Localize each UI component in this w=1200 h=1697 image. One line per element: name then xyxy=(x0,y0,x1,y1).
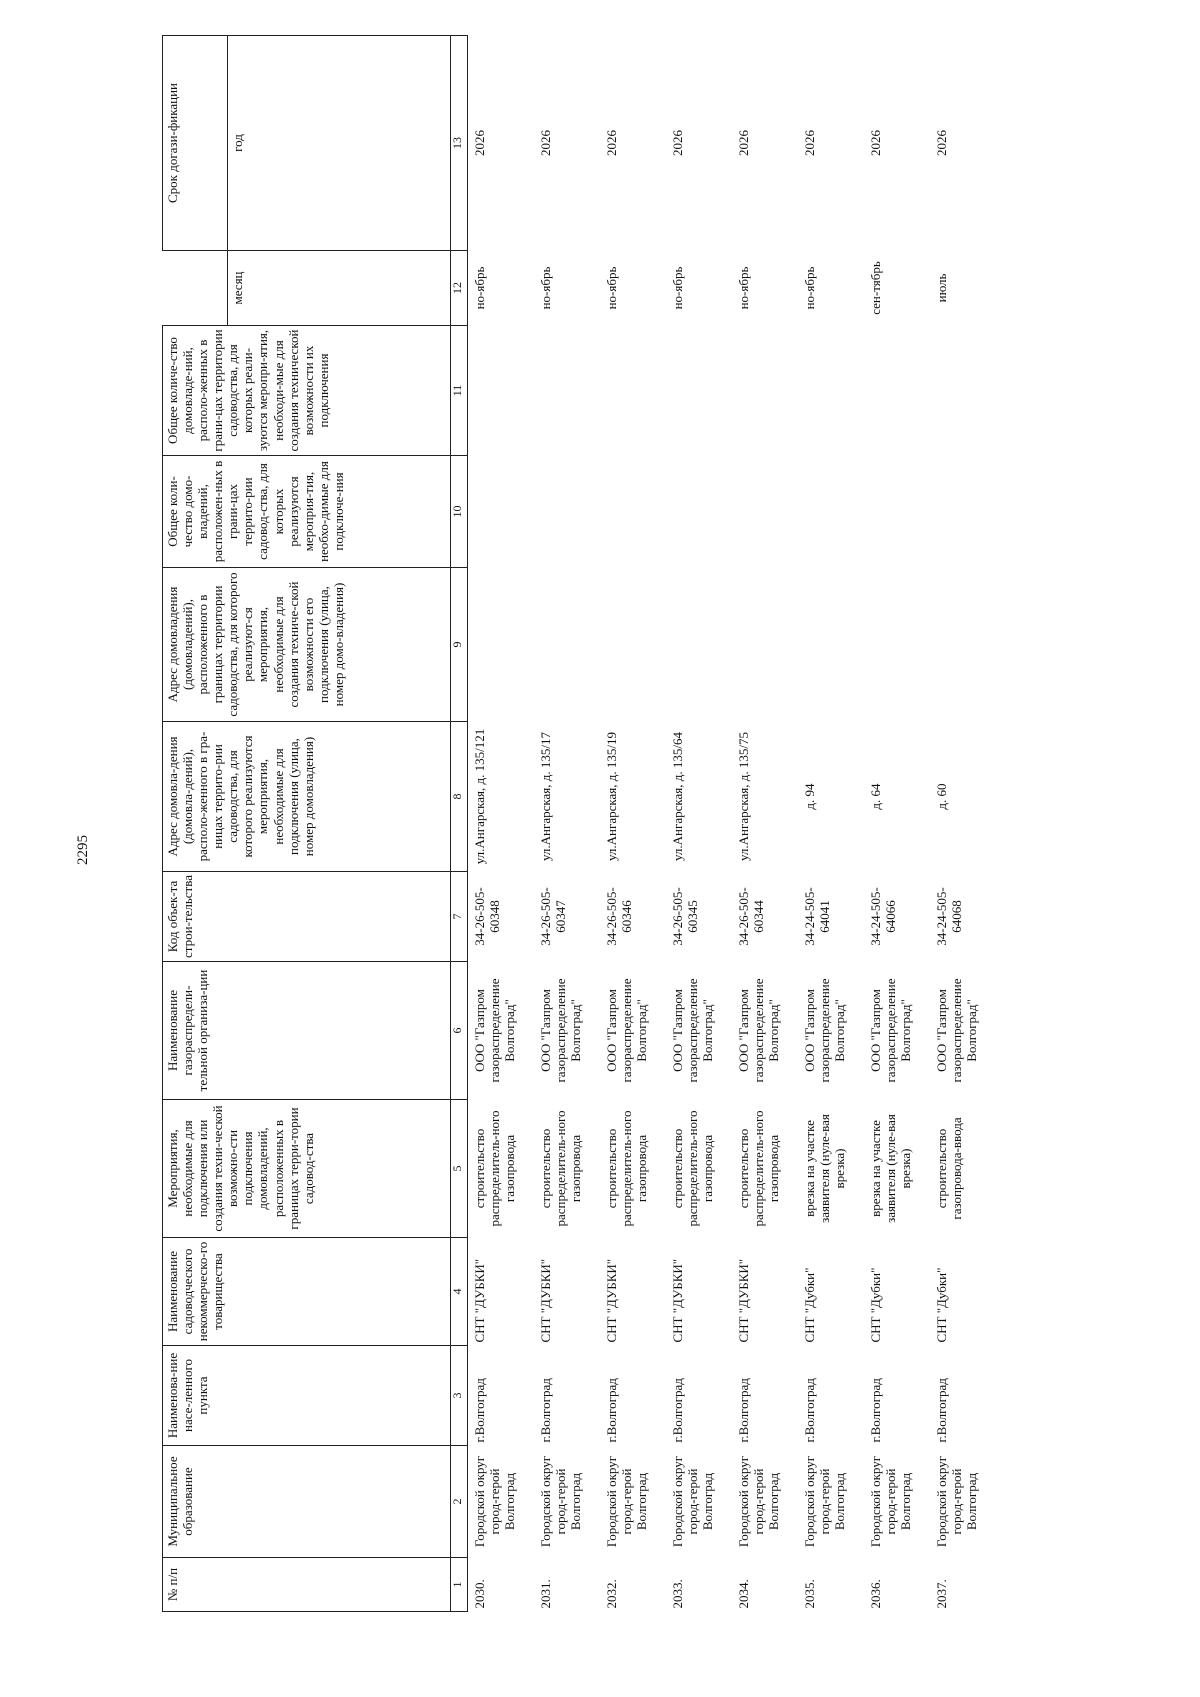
row-measure: строительство распределитель-ного газопровода xyxy=(471,1110,517,1227)
header-count-capability: Общее количе-ство домовладе-ний, располо-женных в грани-цах территории садоводства, для которых реали-зуются меропри-ятия, необходи-мые для создания технической возможности их подключения xyxy=(163,326,451,456)
column-number: 1 xyxy=(450,1558,467,1612)
row-year: 2026 xyxy=(537,130,553,156)
row-gas-org: ООО "Газпром газораспределение Волгоград" xyxy=(603,978,649,1083)
row-settlement: г.Волгоград xyxy=(537,1378,553,1443)
row-number: 2036. xyxy=(867,1579,883,1609)
header-snt: Наименование садоводческого некоммерческо-го товарищества xyxy=(163,1238,451,1346)
row-object-code: 34-24-505-64066 xyxy=(867,887,898,946)
row-object-code: 34-26-505-60345 xyxy=(669,887,700,946)
rotated-table-stage xyxy=(162,36,1022,1612)
row-month: сен-тябрь xyxy=(867,261,883,315)
row-year: 2026 xyxy=(669,130,685,156)
row-municipality: Городской округ город-герой Волгоград xyxy=(537,1455,583,1548)
row-municipality: Городской округ город-герой Волгоград xyxy=(933,1455,979,1548)
row-address-capability xyxy=(930,568,996,722)
table-row xyxy=(798,36,864,1612)
row-number: 2033. xyxy=(669,1579,685,1609)
row-count-connection xyxy=(798,456,864,568)
row-snt: СНТ "ДУБКИ" xyxy=(735,1258,751,1343)
row-snt: СНТ "Дубки" xyxy=(867,1267,883,1343)
row-gas-org: ООО "Газпром газораспределение Волгоград" xyxy=(933,978,979,1083)
row-count-connection xyxy=(864,456,930,568)
row-month: но-ябрь xyxy=(537,266,553,310)
row-gas-org: ООО "Газпром газораспределение Волгоград" xyxy=(537,978,583,1083)
row-settlement: г.Волгоград xyxy=(801,1378,817,1443)
header-deadline: Срок догази-фикации xyxy=(163,36,228,251)
row-count-connection xyxy=(930,456,996,568)
row-object-code: 34-24-505-64068 xyxy=(933,887,964,946)
header-address-capability: Адрес домовладения (домовладений), расположенного в границах территории садоводства, для которого реализуют-ся мероприятия, необходимые для создания техниче-ской возможности его подключения (улица, номер домо-владения) xyxy=(163,568,451,722)
row-measure: строительство газопровода-ввода xyxy=(933,1117,964,1220)
header-month: месяц xyxy=(227,251,450,326)
row-address: ул.Ангарская, д. 135/17 xyxy=(537,732,553,861)
row-address: д. 64 xyxy=(867,783,883,810)
row-address-capability xyxy=(798,568,864,722)
row-address-capability xyxy=(600,568,666,722)
column-number: 3 xyxy=(450,1346,467,1446)
table-row xyxy=(666,36,732,1612)
row-count-capability xyxy=(798,326,864,456)
row-measure: строительство распределитель-ного газопровода xyxy=(735,1110,781,1227)
row-settlement: г.Волгоград xyxy=(735,1378,751,1443)
row-snt: СНТ "Дубки" xyxy=(933,1267,949,1343)
header-address-connection: Адрес домовла-дения (домовла-дений), располо-женного в гра-ницах террито-рии садоводства, для которого реализуются мероприятия, необходимые для подключения (улица, номер домовладения) xyxy=(163,722,451,872)
header-municipality: Муниципальное образование xyxy=(163,1446,451,1558)
row-month: но-ябрь xyxy=(471,266,487,310)
row-gas-org: ООО "Газпром газораспределение Волгоград" xyxy=(471,978,517,1083)
row-municipality: Городской округ город-герой Волгоград xyxy=(669,1455,715,1548)
table-row xyxy=(930,36,996,1612)
row-measure: врезка на участке заявителя (нуле-вая врезка) xyxy=(801,1114,847,1223)
row-year: 2026 xyxy=(933,130,949,156)
row-year: 2026 xyxy=(801,130,817,156)
row-address: ул.Ангарская, д. 135/121 xyxy=(471,728,487,865)
row-address-capability xyxy=(732,568,798,722)
row-count-connection xyxy=(534,456,600,568)
row-count-connection xyxy=(666,456,732,568)
header-row-number: № п/п xyxy=(163,1558,451,1612)
header-gas-org: Наименование газораспредели-тельной организа-ции xyxy=(163,962,451,1100)
table-header xyxy=(163,36,468,1612)
row-snt: СНТ "ДУБКИ" xyxy=(669,1258,685,1343)
row-snt: СНТ "ДУБКИ" xyxy=(537,1258,553,1343)
row-year: 2026 xyxy=(735,130,751,156)
column-number: 2 xyxy=(450,1446,467,1558)
row-count-capability xyxy=(666,326,732,456)
row-year: 2026 xyxy=(471,130,487,156)
row-count-capability xyxy=(930,326,996,456)
row-gas-org: ООО "Газпром газораспределение Волгоград" xyxy=(867,978,913,1083)
column-number: 4 xyxy=(450,1238,467,1346)
row-municipality: Городской округ город-герой Волгоград xyxy=(867,1455,913,1548)
column-number-row xyxy=(450,36,467,1612)
row-object-code: 34-26-505-60346 xyxy=(603,887,634,946)
row-address: д. 94 xyxy=(801,783,817,810)
row-settlement: г.Волгоград xyxy=(471,1378,487,1443)
row-month: но-ябрь xyxy=(669,266,685,310)
column-number: 7 xyxy=(450,872,467,962)
row-municipality: Городской округ город-герой Волгоград xyxy=(735,1455,781,1548)
table-row xyxy=(732,36,798,1612)
row-object-code: 34-24-505-64041 xyxy=(801,887,832,946)
row-month: но-ябрь xyxy=(603,266,619,310)
row-address: ул.Ангарская, д. 135/19 xyxy=(603,732,619,861)
row-gas-org: ООО "Газпром газораспределение Волгоград" xyxy=(735,978,781,1083)
row-number: 2037. xyxy=(933,1579,949,1609)
table-row xyxy=(534,36,600,1612)
row-year: 2026 xyxy=(603,130,619,156)
table-body xyxy=(467,36,996,1612)
row-number: 2031. xyxy=(537,1579,553,1609)
row-count-capability xyxy=(534,326,600,456)
row-settlement: г.Волгоград xyxy=(933,1378,949,1443)
header-measures: Мероприятия, необходимые для подключения или создания техни-ческой возможно-сти подключения домовладений, расположенных в границах терри-тории садовод-ства xyxy=(163,1100,451,1238)
row-count-connection xyxy=(467,456,534,568)
header-count-connection: Общее коли-чество домо-владений, расположен-ных в грани-цах террито-рии садовод-ства, для которых реализуются мероприя-тия, необхо-димые для подключе-ния xyxy=(163,456,451,568)
column-number: 13 xyxy=(450,36,467,251)
row-object-code: 34-26-505-60344 xyxy=(735,887,766,946)
row-number: 2030. xyxy=(471,1579,487,1609)
row-snt: СНТ "ДУБКИ" xyxy=(471,1258,487,1343)
column-number: 9 xyxy=(450,568,467,722)
gasification-table xyxy=(162,35,996,1612)
row-gas-org: ООО "Газпром газораспределение Волгоград" xyxy=(801,978,847,1083)
row-municipality: Городской округ город-герой Волгоград xyxy=(471,1455,517,1548)
row-address-capability xyxy=(467,568,534,722)
row-count-capability xyxy=(600,326,666,456)
row-address-capability xyxy=(534,568,600,722)
row-number: 2035. xyxy=(801,1579,817,1609)
column-number: 12 xyxy=(450,251,467,326)
column-number: 6 xyxy=(450,962,467,1100)
table-row xyxy=(600,36,666,1612)
column-number: 10 xyxy=(450,456,467,568)
column-number: 8 xyxy=(450,722,467,872)
row-settlement: г.Волгоград xyxy=(669,1378,685,1443)
row-address-capability xyxy=(666,568,732,722)
row-gas-org: ООО "Газпром газораспределение Волгоград" xyxy=(669,978,715,1083)
row-measure: строительство распределитель-ного газопровода xyxy=(603,1110,649,1227)
row-month: но-ябрь xyxy=(735,266,751,310)
row-municipality: Городской округ город-герой Волгоград xyxy=(603,1455,649,1548)
row-count-connection xyxy=(732,456,798,568)
row-settlement: г.Волгоград xyxy=(867,1378,883,1443)
row-address: ул.Ангарская, д. 135/75 xyxy=(735,732,751,861)
row-month: июль xyxy=(933,273,949,303)
table-row xyxy=(864,36,930,1612)
row-count-capability xyxy=(732,326,798,456)
row-count-capability xyxy=(864,326,930,456)
row-count-capability xyxy=(467,326,534,456)
page-number: 2295 xyxy=(75,835,91,865)
row-measure: строительство распределитель-ного газопровода xyxy=(669,1110,715,1227)
row-snt: СНТ "ДУБКИ" xyxy=(603,1258,619,1343)
row-address-capability xyxy=(864,568,930,722)
column-number: 11 xyxy=(450,326,467,456)
row-measure: врезка на участке заявителя (нуле-вая врезка) xyxy=(867,1114,913,1223)
row-measure: строительство распределитель-ного газопровода xyxy=(537,1110,583,1227)
row-object-code: 34-26-505-60348 xyxy=(471,887,502,946)
row-settlement: г.Волгоград xyxy=(603,1378,619,1443)
column-number: 5 xyxy=(450,1100,467,1238)
header-object-code: Код объек-та строи-тельства xyxy=(163,872,451,962)
row-address: ул.Ангарская, д. 135/64 xyxy=(669,732,685,861)
row-address: д. 60 xyxy=(933,783,949,810)
row-snt: СНТ "Дубки" xyxy=(801,1267,817,1343)
row-municipality: Городской округ город-герой Волгоград xyxy=(801,1455,847,1548)
row-year: 2026 xyxy=(867,130,883,156)
row-object-code: 34-26-505-60347 xyxy=(537,887,568,946)
row-number: 2034. xyxy=(735,1579,751,1609)
header-settlement: Наименова-ние насе-ленного пункта xyxy=(163,1346,451,1446)
header-year: год xyxy=(227,36,450,251)
row-month: но-ябрь xyxy=(801,266,817,310)
row-count-connection xyxy=(600,456,666,568)
table-row xyxy=(467,36,534,1612)
header-month-spacer xyxy=(163,251,228,326)
row-number: 2032. xyxy=(603,1579,619,1609)
